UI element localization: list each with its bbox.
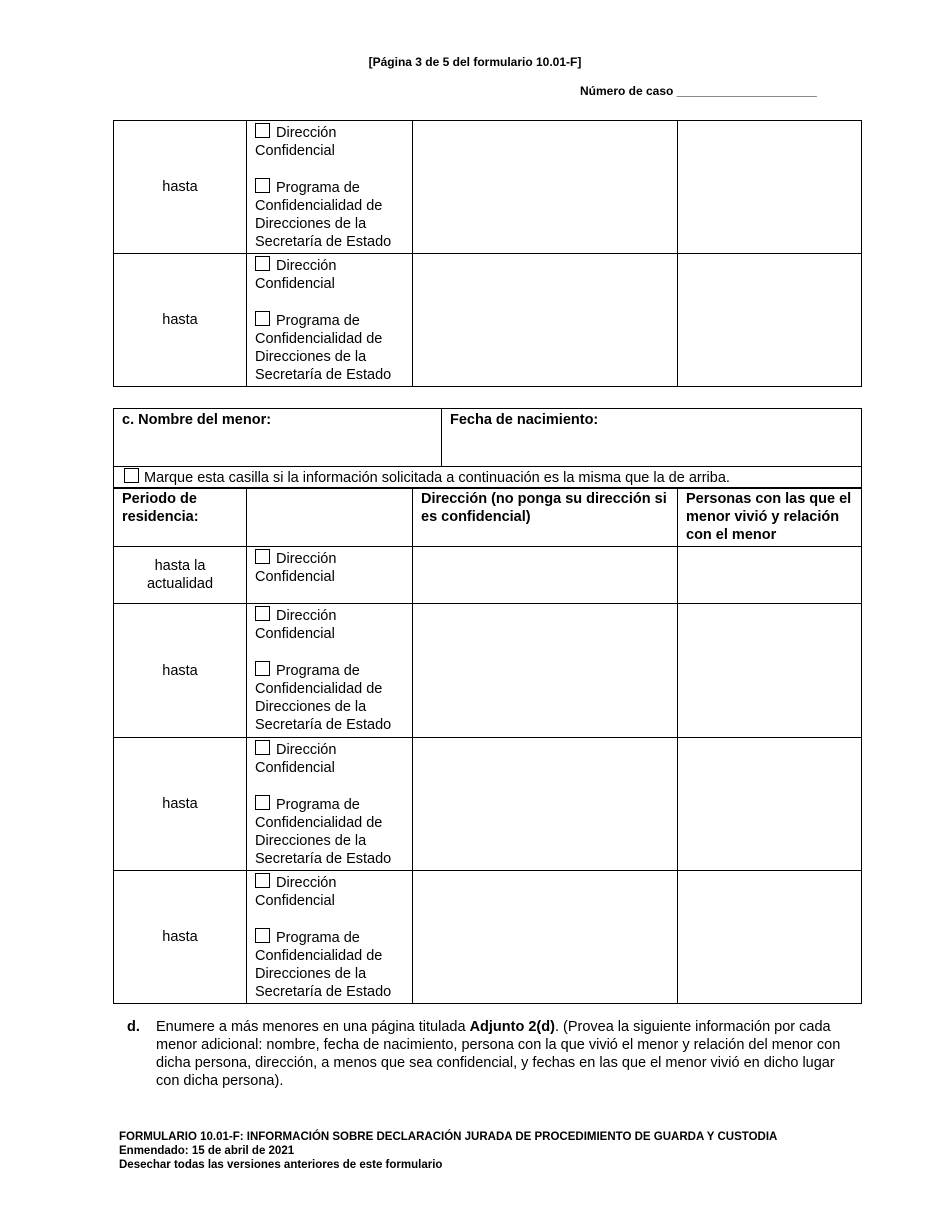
attachment-name: Adjunto 2(d): [469, 1019, 555, 1035]
confidential-address-checkbox[interactable]: [255, 873, 270, 888]
table-row: [114, 547, 862, 604]
persons-cell[interactable]: [678, 254, 862, 387]
confidential-address-label: Dirección Confidencial: [255, 258, 337, 292]
persons-cell[interactable]: [678, 871, 862, 1004]
sos-program-label: Programa de Confidencialidad de Direcciones de la Secretaría de Estado: [255, 797, 392, 867]
footer-discard-note: Desechar todas las versiones anteriores de este formulario: [119, 1159, 443, 1171]
address-column-header: Dirección (no ponga su dirección si es confidencial): [413, 488, 678, 547]
sos-program-checkbox[interactable]: [255, 928, 270, 943]
confidentiality-cell: [247, 871, 413, 1004]
confidentiality-cell: [247, 738, 413, 871]
period-cell[interactable]: hasta: [114, 604, 247, 738]
sos-program-checkbox[interactable]: [255, 311, 270, 326]
period-cell[interactable]: hasta: [114, 738, 247, 871]
sos-program-checkbox[interactable]: [255, 661, 270, 676]
child-name-field[interactable]: c. Nombre del menor:: [114, 409, 442, 467]
confidential-address-label: Dirección Confidencial: [255, 551, 337, 585]
case-number-field[interactable]: Número de caso _____________________: [580, 84, 817, 98]
period-cell[interactable]: hasta la actualidad: [114, 547, 247, 604]
persons-column-header: Personas con las que el menor vivió y relación con el menor: [678, 488, 862, 547]
table-row: [114, 604, 862, 738]
table-row: [114, 254, 862, 387]
persons-cell[interactable]: [678, 604, 862, 738]
residence-table-child-c: [113, 408, 862, 489]
table-row: [114, 738, 862, 871]
sos-program-label: Programa de Confidencialidad de Direcciones de la Secretaría de Estado: [255, 313, 392, 383]
address-cell[interactable]: [413, 121, 678, 254]
confidential-address-checkbox[interactable]: [255, 123, 270, 138]
confidential-address-label: Dirección Confidencial: [255, 608, 337, 642]
residence-table-previous: [113, 120, 862, 387]
confidential-address-checkbox[interactable]: [255, 256, 270, 271]
table-row: [114, 871, 862, 1004]
confidential-address-checkbox[interactable]: [255, 549, 270, 564]
same-info-checkbox[interactable]: [124, 468, 139, 483]
address-cell[interactable]: [413, 738, 678, 871]
persons-cell[interactable]: [678, 738, 862, 871]
footer-amended-date: Enmendado: 15 de abril de 2021: [119, 1145, 295, 1157]
section-d-text: [156, 1018, 856, 1090]
child-info-row: [114, 409, 862, 467]
period-column-header: Periodo de residencia:: [114, 488, 247, 547]
birth-date-field[interactable]: Fecha de nacimiento:: [442, 409, 862, 467]
confidential-address-checkbox[interactable]: [255, 740, 270, 755]
table-row: [114, 121, 862, 254]
address-cell[interactable]: [413, 604, 678, 738]
sos-program-label: Programa de Confidencialidad de Direcciones de la Secretaría de Estado: [255, 930, 392, 1000]
period-cell[interactable]: hasta: [114, 254, 247, 387]
section-d-label: d.: [127, 1019, 140, 1035]
footer-form-title: FORMULARIO 10.01-F: INFORMACIÓN SOBRE DECLARACIÓN JURADA DE PROCEDIMIENTO DE GUARDA Y CUSTODIA: [119, 1131, 778, 1143]
persons-cell[interactable]: [678, 547, 862, 604]
blank-column-header: [247, 488, 413, 547]
confidentiality-cell: [247, 121, 413, 254]
period-cell[interactable]: hasta: [114, 871, 247, 1004]
sos-program-checkbox[interactable]: [255, 795, 270, 810]
sos-program-checkbox[interactable]: [255, 178, 270, 193]
confidentiality-cell: [247, 254, 413, 387]
section-d-text-after: . (Provea la siguiente información por cada menor adicional: nombre, fecha de nacimiento, persona con la que vivió el menor y relación del menor con dicha persona, dirección, a menos que sea confidencial, y fechas en las que el menor vivió en dicho lugar con dicha persona).: [156, 1019, 841, 1089]
persons-cell[interactable]: [678, 121, 862, 254]
confidential-address-label: Dirección Confidencial: [255, 875, 337, 909]
form-footer: [119, 1130, 777, 1172]
section-d-text-before: Enumere a más menores en una página titulada: [156, 1019, 470, 1035]
sos-program-label: Programa de Confidencialidad de Direcciones de la Secretaría de Estado: [255, 180, 392, 250]
confidentiality-cell: [247, 604, 413, 738]
address-cell[interactable]: [413, 547, 678, 604]
same-info-label: Marque esta casilla si la información solicitada a continuación es la misma que la de arriba.: [144, 470, 730, 486]
period-cell[interactable]: hasta: [114, 121, 247, 254]
residence-table-child-c-rows: [113, 487, 862, 1004]
address-cell[interactable]: [413, 254, 678, 387]
address-cell[interactable]: [413, 871, 678, 1004]
same-info-row: [114, 467, 862, 489]
confidential-address-label: Dirección Confidencial: [255, 742, 337, 776]
page-header: [Página 3 de 5 del formulario 10.01-F]: [368, 55, 582, 69]
confidentiality-cell: [247, 547, 413, 604]
confidential-address-checkbox[interactable]: [255, 606, 270, 621]
column-header-row: [114, 488, 862, 547]
confidential-address-label: Dirección Confidencial: [255, 125, 337, 159]
sos-program-label: Programa de Confidencialidad de Direcciones de la Secretaría de Estado: [255, 663, 392, 733]
